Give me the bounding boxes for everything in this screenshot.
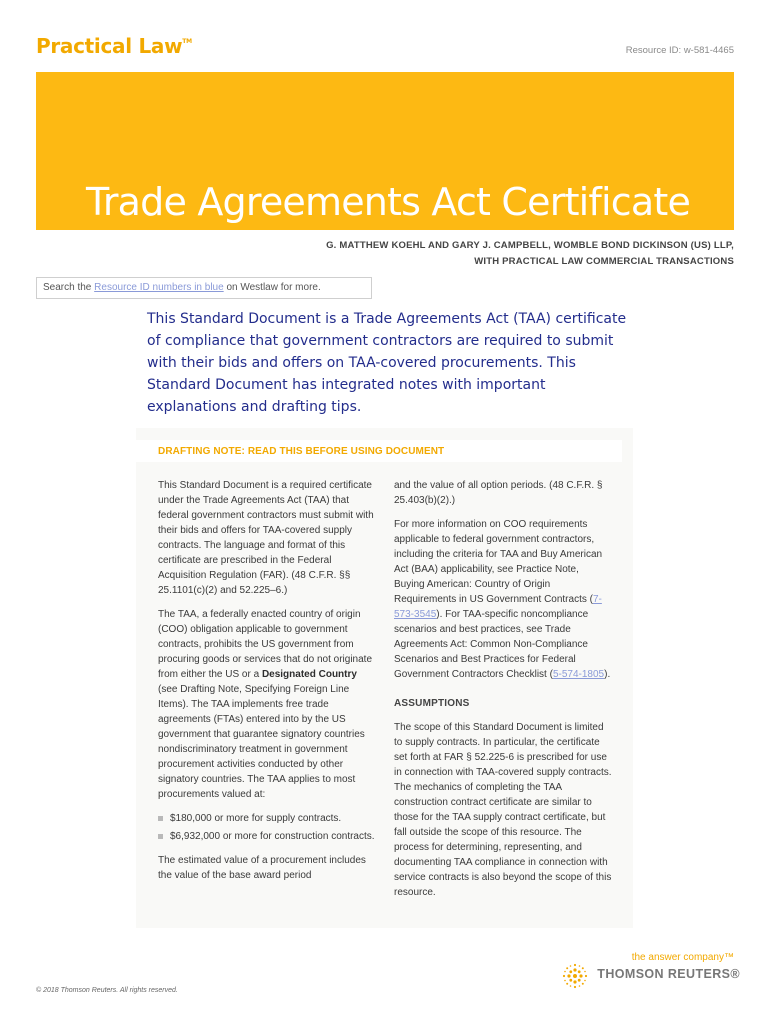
- copyright-notice: © 2018 Thomson Reuters. All rights reserved.: [36, 987, 178, 994]
- note-text: ). For TAA-specific noncompliance scenarios and best practices, see Trade Agreements Act: Common Non-Compliance Scenarios and Best Practices for Federal Government Contractors Checklist (: [394, 609, 589, 680]
- authors-block: [174, 238, 734, 270]
- authors-line-1: G. MATTHEW KOEHL AND GARY J. CAMPBELL, WOMBLE BOND DICKINSON (US) LLP,: [326, 240, 734, 251]
- authors-line-2: WITH PRACTICAL LAW COMMERCIAL TRANSACTIONS: [474, 256, 734, 267]
- resource-id-link[interactable]: Resource ID numbers in blue: [94, 282, 224, 293]
- search-hint-prefix: Search the: [43, 282, 95, 293]
- note-paragraph: The scope of this Standard Document is limited to supply contracts. In particular, the certificate set forth at FAR § 52.225-6 is prescribed for use in connection with TAA-covered supply contracts. The mechanics of completing the TAA construction contract certificate are similar to those for the TAA supply contract certificate, but fall outside the scope of this resource. The process for determining, representing, and documenting TAA compliance in connection with service contracts is also beyond the scope of this resource.: [394, 722, 612, 898]
- bullet-icon: [158, 816, 163, 821]
- list-item: [158, 811, 378, 826]
- assumptions-heading: ASSUMPTIONS: [394, 698, 470, 709]
- drafting-note-right-column: [394, 478, 612, 909]
- practical-law-logo: [36, 34, 192, 58]
- note-text: The TAA, a federally enacted country of origin (COO) obligation applicable to government contracts, prohibits the US government from procuring goods or services that do not originate from either the US or a: [158, 609, 373, 680]
- drafting-note-left-column: [158, 478, 378, 892]
- document-title: Trade Agreements Act Certificate: [86, 180, 691, 224]
- title-banner: [36, 72, 734, 230]
- note-text: ).: [604, 669, 611, 680]
- list-item-text: $6,932,000 or more for construction contracts.: [170, 831, 375, 842]
- tagline: the answer company™: [631, 952, 734, 963]
- thomson-reuters-dots-icon: [560, 962, 590, 990]
- note-paragraph: [394, 517, 612, 682]
- resource-link-checklist[interactable]: 5-574-1805: [552, 669, 605, 680]
- search-hint-suffix: on Westlaw for more.: [223, 282, 321, 293]
- drafting-note-box: [136, 428, 633, 928]
- resource-id: Resource ID: w-581-4465: [625, 45, 734, 56]
- search-hint-box: [36, 277, 372, 299]
- note-paragraph: [158, 607, 378, 802]
- note-paragraph: The estimated value of a procurement includes the value of the base award period: [158, 855, 366, 881]
- note-paragraph: This Standard Document is a required certificate under the Trade Agreements Act (TAA) that federal government contractors must submit with their bids and offers for TAA-covered supply contracts. The language and format of this certificate are prescribed in the Federal Acquisition Regulation (FAR). (48 C.F.R. §§ 25.1101(c)(2) and 52.225–6.): [158, 480, 374, 596]
- list-item-text: $180,000 or more for supply contracts.: [170, 813, 342, 824]
- threshold-list: [158, 811, 378, 844]
- list-item: [158, 829, 378, 844]
- logo-trademark: TM: [182, 38, 192, 45]
- designated-country-term: Designated Country: [261, 669, 357, 680]
- note-text: For more information on COO requirements applicable to federal government contractors, including the criteria for TAA and Buy American Act (BAA) applicability, see Practice Note, Buying American: Country of Origin Requirements in US Government Contracts (: [394, 519, 603, 605]
- thomson-reuters-wordmark: THOMSON REUTERS®: [597, 967, 740, 981]
- document-summary: This Standard Document is a Trade Agreements Act (TAA) certificate of compliance that government contractors are required to submit with their bids and offers on TAA-covered procurements. This Standard Document has integrated notes with important explanations and drafting tips.: [147, 311, 627, 415]
- drafting-note-heading: DRAFTING NOTE: READ THIS BEFORE USING DOCUMENT: [136, 440, 622, 462]
- resource-link-practice-note[interactable]: 7-573-3545: [394, 594, 602, 620]
- thomson-reuters-logo: [560, 962, 740, 990]
- note-paragraph: and the value of all option periods. (48 C.F.R. § 25.403(b)(2).): [394, 480, 603, 506]
- logo-text: Practical Law: [36, 34, 183, 58]
- bullet-icon: [158, 834, 163, 839]
- note-text: (see Drafting Note, Specifying Foreign Line Items). The TAA implements free trade agreements (FTAs) entered into by the US government that guarantee signatory countries nondiscriminatory treatment in government procurement activities conducted by other signatory countries. The TAA applies to most procurements valued at:: [158, 684, 365, 800]
